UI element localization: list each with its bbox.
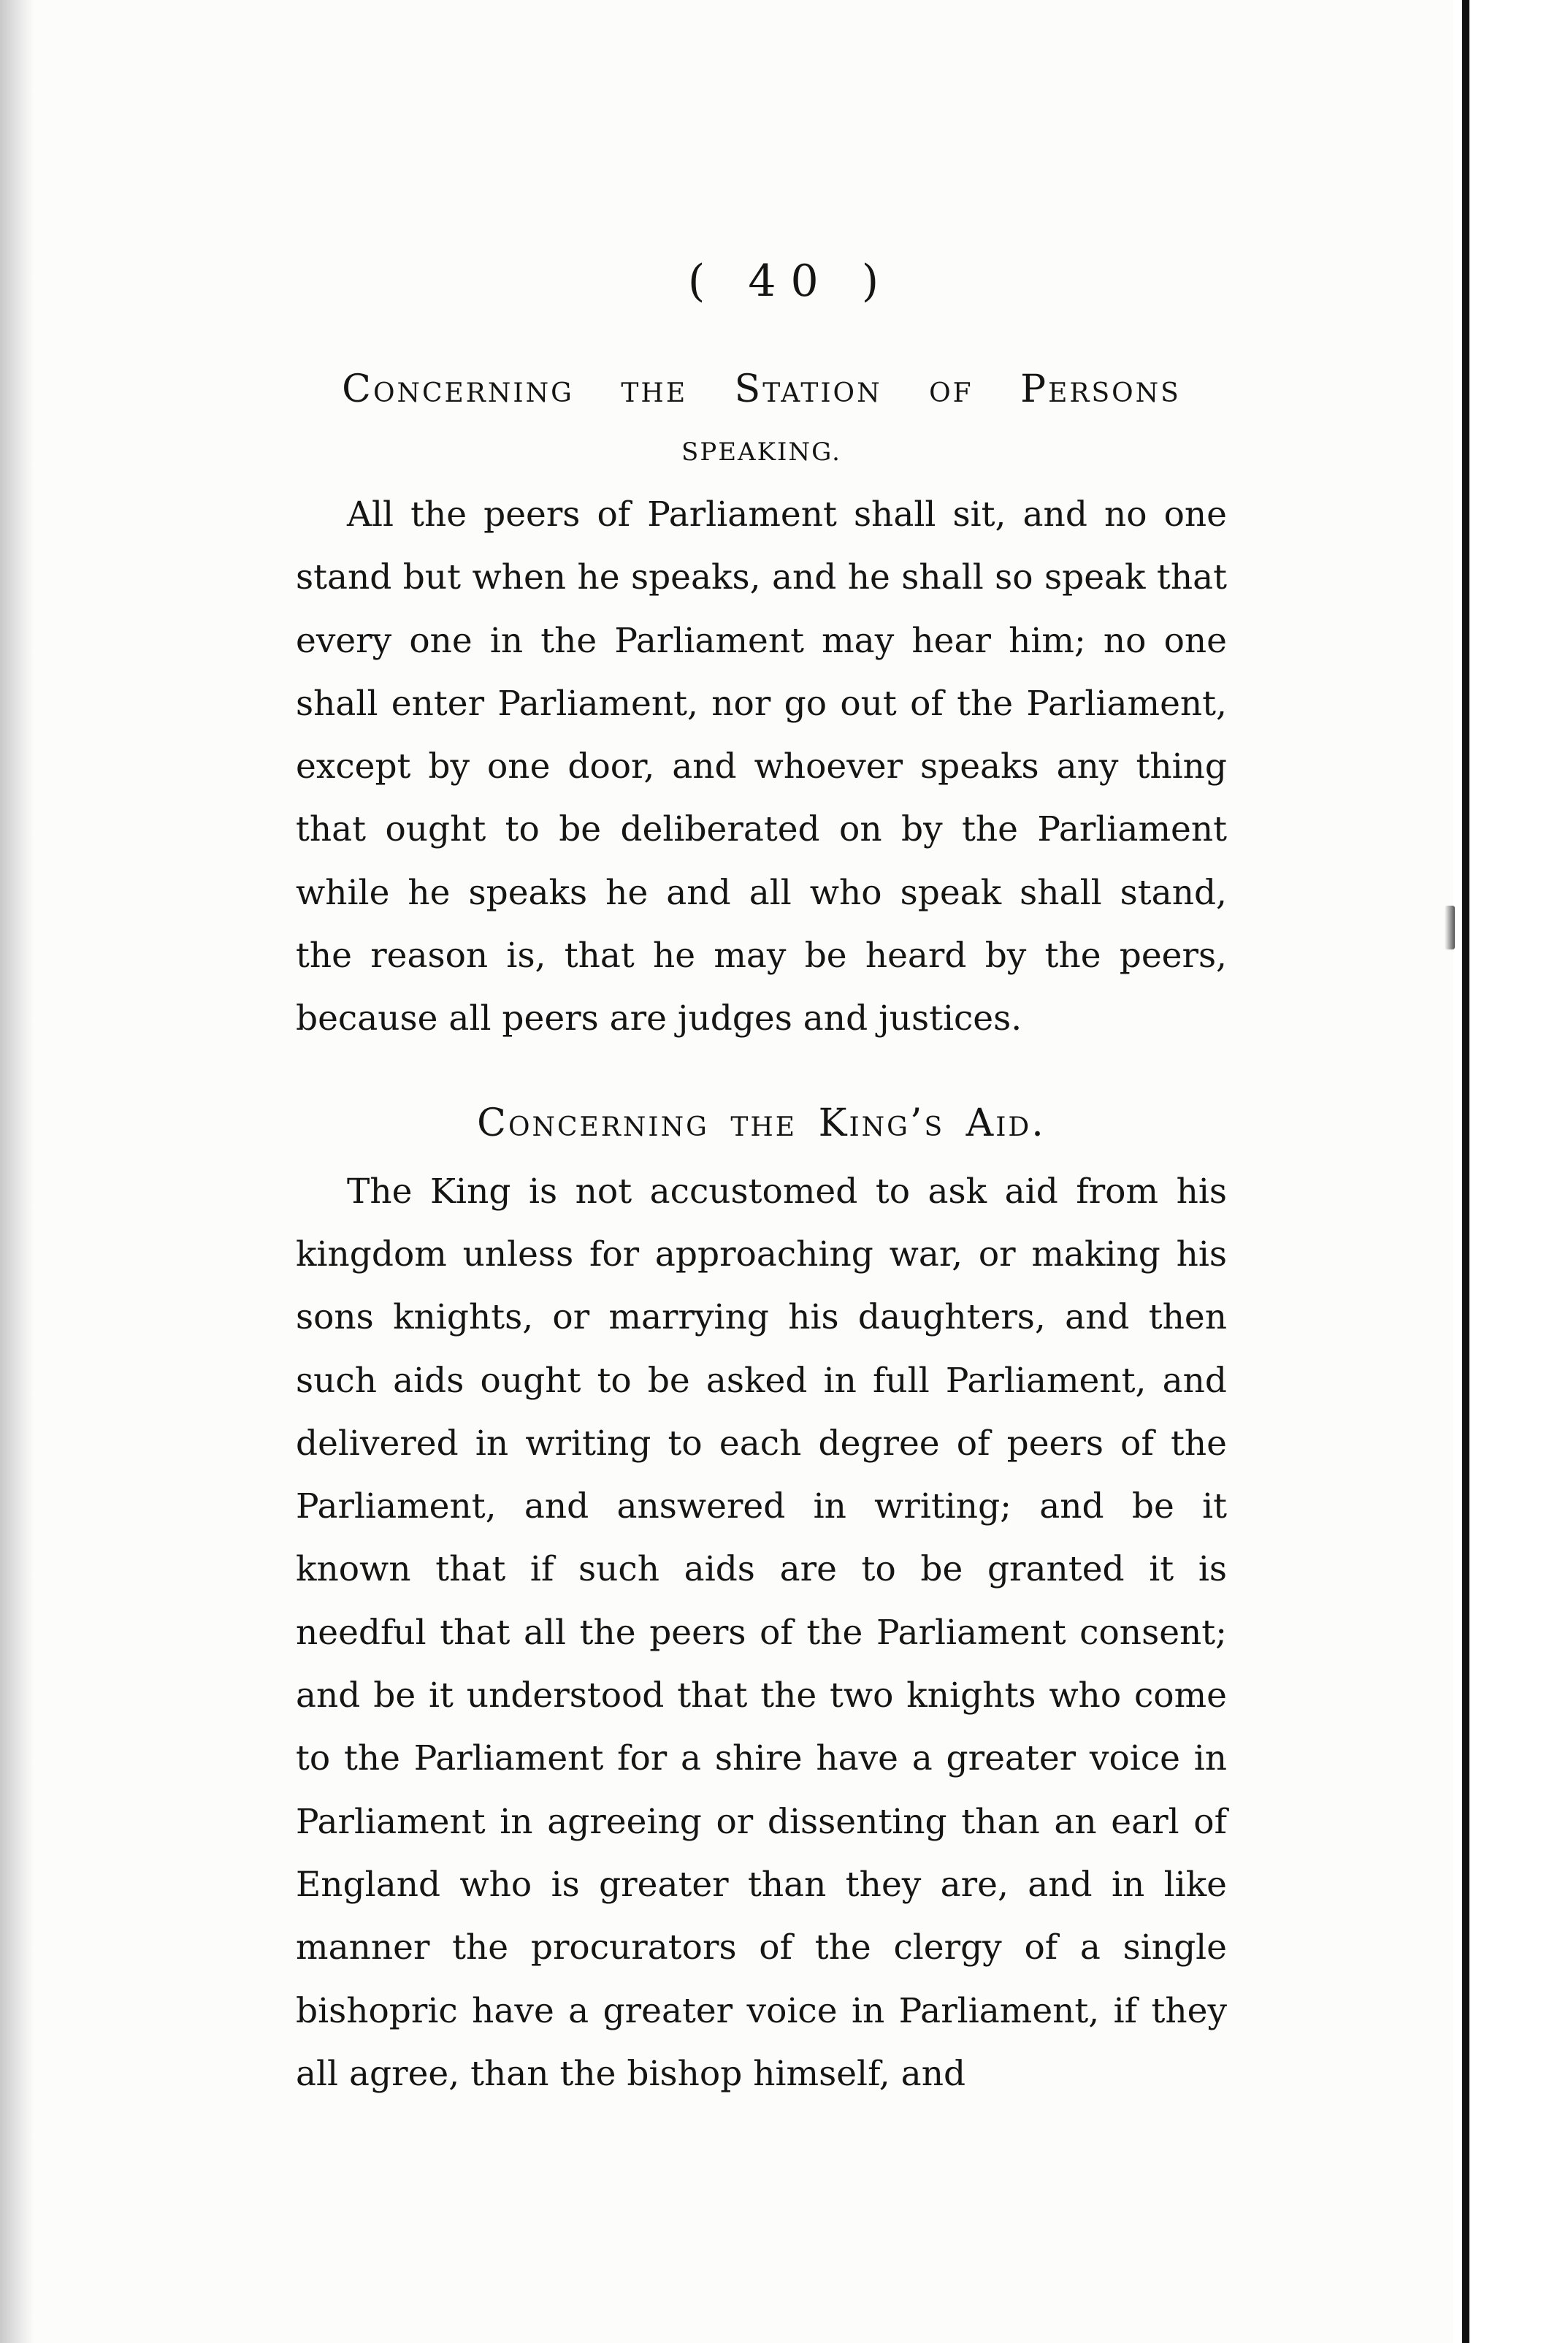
page-margin-right xyxy=(1453,0,1568,2343)
section-subheading-speaking: SPEAKING. xyxy=(681,437,841,467)
paragraph-station-of-persons: All the peers of Parliament shall sit, and no one stand but when he speaks, and he shall so speak that every one in the Parliament may hear him; no one shall enter Parliament, nor go out of the Parliament, except by one door, and whoever speaks any thing that ought to be deliberated on by the Parliament while he speaks he and all who speak shall stand, the reason is, that he may be heard by the peers, because all peers are judges and justices. xyxy=(296,494,1227,1039)
page-shadow xyxy=(0,0,34,2343)
section-heading-station: Concerning the Station of Persons xyxy=(342,367,1181,411)
section-heading-kings-aid: Concerning the King’s Aid. xyxy=(477,1101,1046,1145)
paragraph-kings-aid: The King is not accustomed to ask aid from his kingdom unless for approaching war, or making his sons knights, or marrying his daughters, and then such aids ought to be asked in full Parliament, and delivered in writing to each degree of peers of the Parliament, and answered in writing; and be it known that if such aids are to be granted it is needful that all the peers of the Parliament consent; and be it understood that the two knights who come to the Parliament for a shire have a greater voice in Parliament in agreeing or dissenting than an earl of England who is greater than they are, and in like manner the procurators of the clergy of a single bishopric have a greater voice in Parliament, if they all agree, than the bishop himself, and xyxy=(296,1171,1227,2094)
binding-edge-rule xyxy=(1462,0,1469,2343)
page-number: ( 40 ) xyxy=(687,256,894,307)
text-block xyxy=(296,248,1227,2106)
binding-mark xyxy=(1445,906,1455,949)
